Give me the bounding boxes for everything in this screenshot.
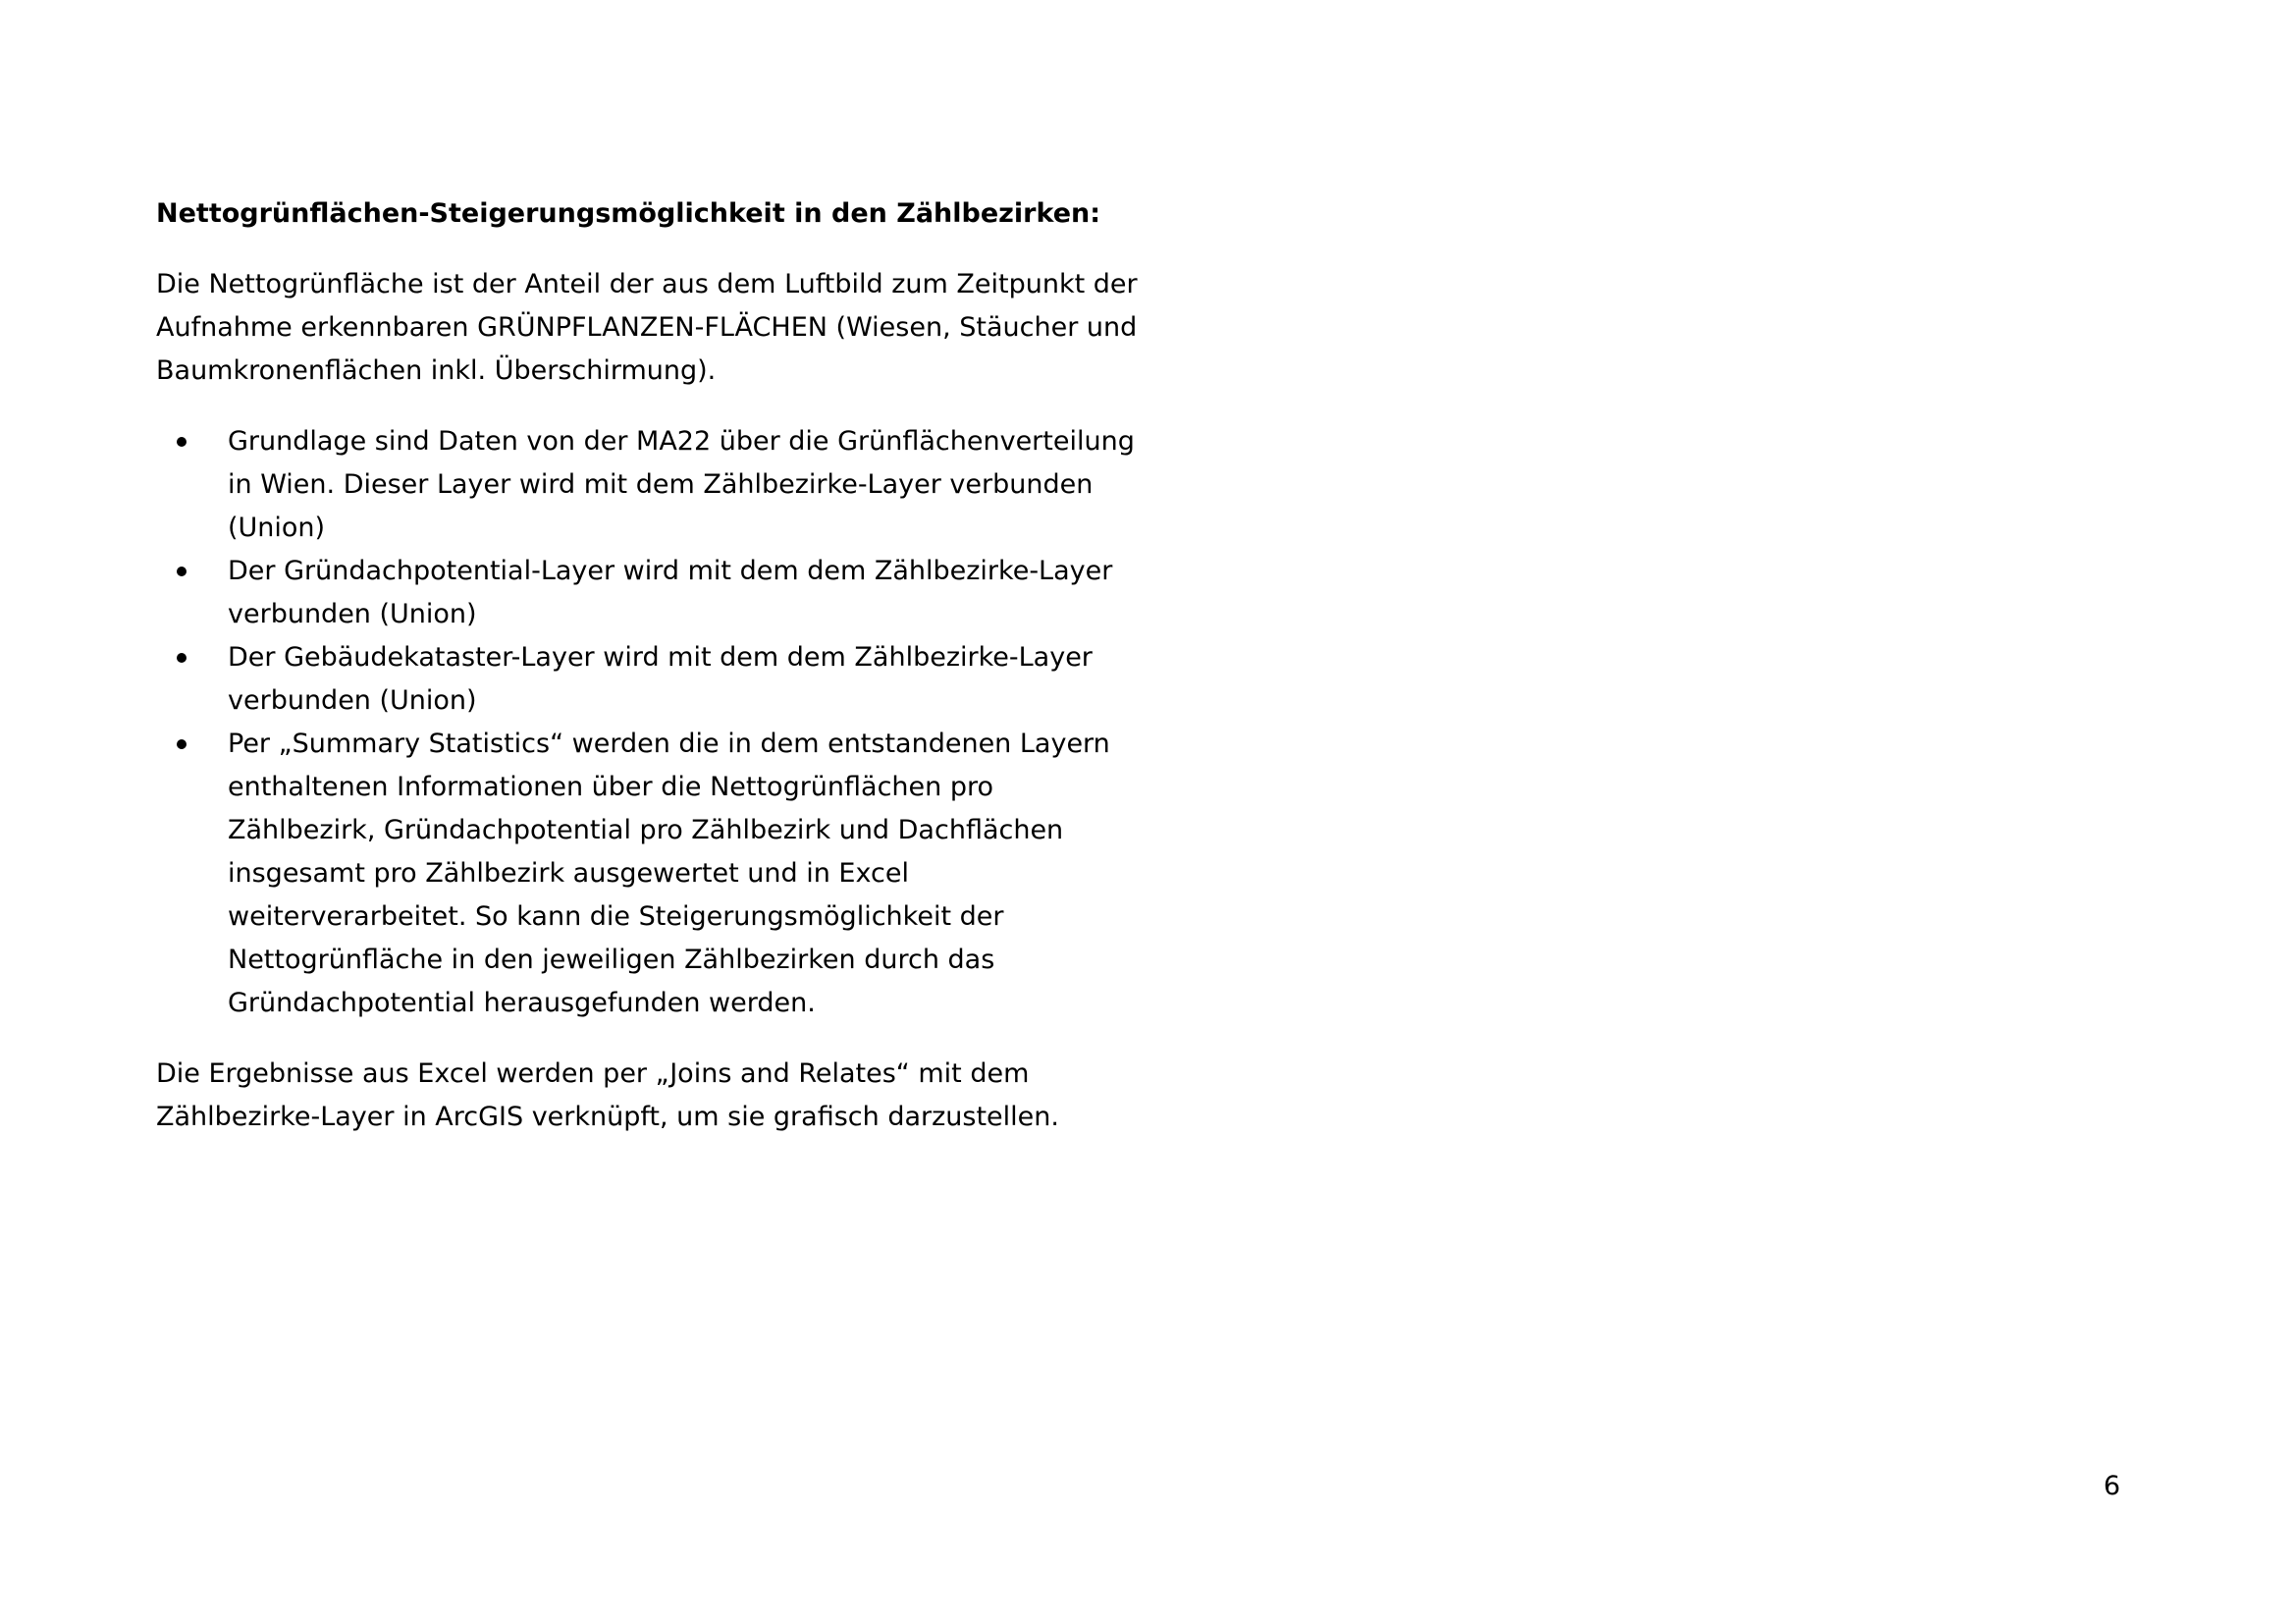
list-item-text: Der Gebäudekataster-Layer wird mit dem dem Zählbezirke-Layer verbunden (Union) [228, 642, 1093, 716]
list-item [156, 636, 1138, 723]
bullet-list [156, 420, 1138, 1025]
bullet-icon [177, 653, 187, 663]
list-item [156, 420, 1138, 550]
bullet-icon [177, 567, 187, 576]
bullet-icon [177, 739, 187, 749]
closing-paragraph: Die Ergebnisse aus Excel werden per „Joins and Relates“ mit dem Zählbezirke-Layer in ArcGIS verknüpft, um sie grafisch darzustellen. [156, 1058, 1059, 1132]
list-item-text: Grundlage sind Daten von der MA22 über die Grünflächenverteilung in Wien. Dieser Layer wird mit dem Zählbezirke-Layer verbunden (Union) [228, 426, 1135, 543]
list-item-text: Der Gründachpotential-Layer wird mit dem dem Zählbezirke-Layer verbunden (Union) [228, 556, 1113, 629]
list-item [156, 723, 1138, 1025]
section-heading: Nettogrünflächen-Steigerungsmöglichkeit in den Zählbezirken: [156, 198, 1101, 229]
page-content [156, 192, 1138, 1166]
list-item [156, 550, 1138, 636]
list-item-text: Per „Summary Statistics“ werden die in dem entstandenen Layern enthaltenen Informationen über die Nettogrünflächen pro Zählbezirk, Gründachpotential pro Zählbezirk und Dachflächen insgesamt pro Zählbezirk ausgewertet und in Excel weiterverarbeitet. So kann die Steigerungsmöglichkeit der Nettogrünfläche in den jeweiligen Zählbezirken durch das Gründachpotential herausgefunden werden. [228, 729, 1110, 1018]
bullet-icon [177, 437, 187, 447]
intro-paragraph: Die Nettogrünfläche ist der Anteil der aus dem Luftbild zum Zeitpunkt der Aufnahme erkennbaren GRÜNPFLANZEN-FLÄCHEN (Wiesen, Stäucher und Baumkronenflächen inkl. Überschirmung). [156, 269, 1138, 386]
page-number: 6 [2103, 1471, 2120, 1501]
